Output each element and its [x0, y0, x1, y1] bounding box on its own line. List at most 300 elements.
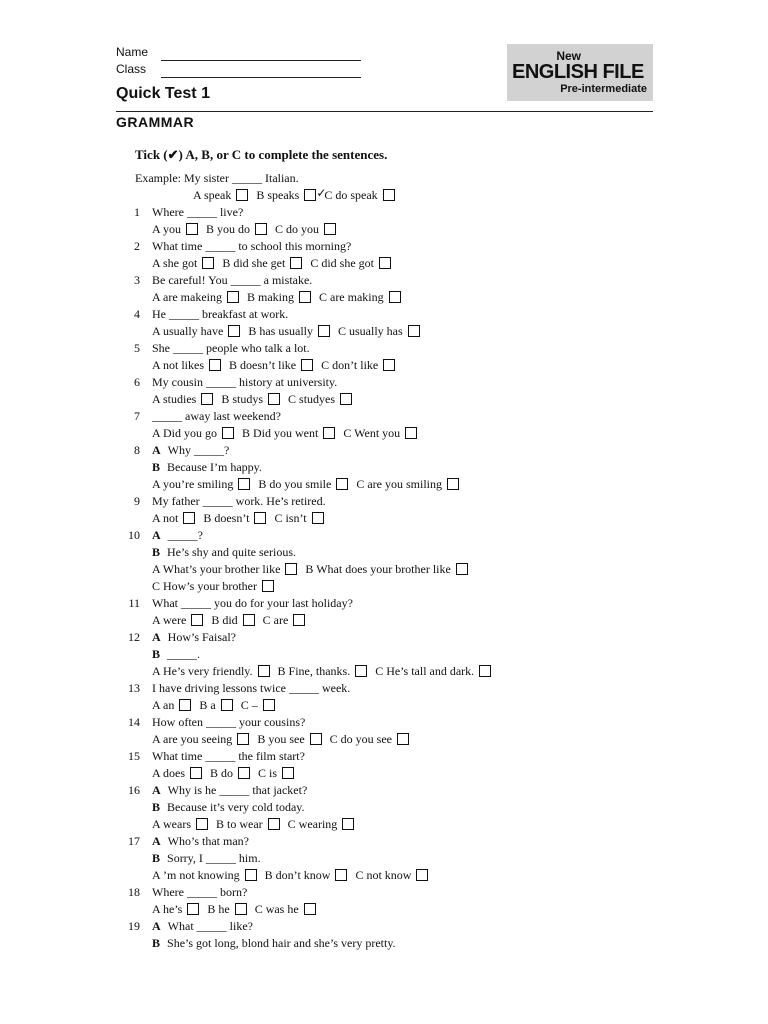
options-row [0, 425, 768, 442]
answer-option[interactable] [152, 425, 234, 442]
options-row [0, 187, 768, 204]
question-number: 12 [128, 630, 140, 644]
option-label: B Did you went [242, 426, 319, 440]
options-group [152, 221, 344, 238]
question-number: 9 [134, 494, 140, 508]
answer-option[interactable] [152, 510, 195, 527]
answer-option[interactable] [356, 476, 459, 493]
question-number: 13 [128, 681, 140, 695]
option-label: B making [246, 290, 294, 304]
question-text [152, 799, 305, 816]
question-text [152, 544, 296, 561]
question-sentence: _____ away last weekend? [152, 409, 281, 423]
options-group [193, 187, 403, 204]
options-group [152, 663, 499, 680]
options-row [0, 765, 768, 782]
answer-checkbox[interactable] [227, 291, 239, 303]
question-text [152, 748, 305, 765]
option-label: C are making [318, 290, 384, 304]
answer-option[interactable] [152, 476, 250, 493]
question-number: 17 [128, 834, 140, 848]
answer-checkbox[interactable] [336, 478, 348, 490]
instruction-text: Tick (✔) A, B, or C to complete the sentences. [135, 147, 388, 162]
answer-checkbox[interactable] [268, 818, 280, 830]
answer-option[interactable] [258, 765, 294, 782]
answer-checkbox[interactable] [324, 223, 336, 235]
answer-option[interactable] [211, 612, 254, 629]
example-stem-row [0, 170, 768, 187]
answer-checkbox[interactable] [209, 359, 221, 371]
question-sentence: _____? [167, 528, 203, 542]
answer-option[interactable] [338, 323, 420, 340]
options-group [152, 323, 428, 340]
question-line [0, 646, 768, 663]
option-label: A What’s your brother like [152, 562, 281, 576]
answer-option[interactable] [152, 697, 191, 714]
options-group [152, 578, 282, 595]
options-group [152, 255, 399, 272]
question-sentence: Why is he _____ that jacket? [167, 783, 308, 797]
question-sentence: What _____ you do for your last holiday? [152, 596, 353, 610]
answer-checkbox[interactable] [243, 614, 255, 626]
answer-option[interactable] [288, 816, 355, 833]
answer-checkbox[interactable] [304, 186, 327, 201]
question-text [152, 272, 312, 289]
option-label: C studyes [288, 392, 336, 406]
option-label: C are [262, 613, 289, 627]
class-label: Class [116, 62, 147, 76]
option-label: B doesn’t like [229, 358, 297, 372]
question-text [152, 306, 288, 323]
question-text [152, 374, 337, 391]
option-label: B has usually [248, 324, 313, 338]
question-text [152, 714, 305, 731]
question-text [152, 884, 247, 901]
question-sentence: He _____ breakfast at work. [152, 307, 289, 321]
answer-option[interactable] [257, 731, 321, 748]
question-sentence: My father _____ work. He’s retired. [152, 494, 326, 508]
answer-option[interactable] [216, 816, 280, 833]
options-group [152, 816, 362, 833]
speaker-label: B [152, 545, 161, 559]
answer-checkbox[interactable] [293, 614, 305, 626]
option-label: A were [152, 613, 187, 627]
question-sentence: Because it’s very cold today. [167, 800, 305, 814]
question-number: 3 [134, 273, 140, 287]
answer-option[interactable] [275, 221, 336, 238]
option-label: C do you [275, 222, 320, 236]
options-group [152, 867, 436, 884]
answer-option[interactable] [255, 901, 316, 918]
answer-option[interactable] [207, 901, 246, 918]
answer-option[interactable] [206, 221, 267, 238]
question-number: 4 [134, 307, 140, 321]
answer-option[interactable] [152, 289, 239, 306]
question-line [0, 935, 768, 952]
answer-checkbox[interactable] [383, 359, 395, 371]
answer-checkbox[interactable] [335, 869, 347, 881]
question-text [152, 493, 326, 510]
class-field[interactable] [116, 61, 361, 78]
answer-option[interactable] [199, 697, 232, 714]
option-label: A He’s very friendly. [152, 664, 253, 678]
option-label: A speak [193, 188, 232, 202]
question-line [0, 850, 768, 867]
answer-option[interactable] [152, 901, 199, 918]
question-line [0, 527, 768, 544]
answer-option[interactable] [263, 612, 306, 629]
question-text [152, 629, 236, 646]
question-line [0, 408, 768, 425]
answer-checkbox[interactable] [342, 818, 354, 830]
answer-option[interactable] [152, 867, 257, 884]
question-line [0, 833, 768, 850]
option-label: C He’s tall and dark. [375, 664, 475, 678]
answer-checkbox[interactable] [408, 325, 420, 337]
options-group [152, 731, 417, 748]
options-row [0, 901, 768, 918]
question-line [0, 459, 768, 476]
question-number: 1 [134, 205, 140, 219]
answer-option[interactable] [256, 186, 327, 204]
answer-checkbox[interactable] [254, 512, 266, 524]
name-blank-line[interactable] [161, 49, 361, 61]
answer-checkbox[interactable] [238, 478, 250, 490]
tick-icon: ✓ [316, 186, 327, 200]
option-label: A studies [152, 392, 197, 406]
answer-checkbox[interactable] [179, 699, 191, 711]
logo-level: Pre-intermediate [560, 83, 647, 95]
options-group [152, 901, 324, 918]
option-label: C not know [355, 868, 412, 882]
question-text [152, 680, 350, 697]
option-label: A usually have [152, 324, 224, 338]
speaker-label: A [152, 783, 161, 797]
answer-checkbox[interactable] [299, 291, 311, 303]
answer-option[interactable] [193, 187, 248, 204]
answer-checkbox[interactable] [323, 427, 335, 439]
answer-option[interactable] [152, 578, 274, 595]
answer-checkbox[interactable] [447, 478, 459, 490]
speaker-label: A [152, 834, 161, 848]
answer-checkbox[interactable] [191, 614, 203, 626]
answer-checkbox[interactable] [221, 699, 233, 711]
option-label: B do [210, 766, 234, 780]
option-label: A are makeing [152, 290, 222, 304]
answer-option[interactable] [152, 765, 202, 782]
answer-option[interactable] [152, 357, 221, 374]
options-row [0, 357, 768, 374]
option-label: C do speak [324, 188, 378, 202]
answer-checkbox[interactable] [222, 427, 234, 439]
answer-option[interactable] [152, 731, 249, 748]
question-number: 16 [128, 783, 140, 797]
options-row [0, 289, 768, 306]
answer-option[interactable] [152, 561, 297, 578]
option-label: A you [152, 222, 182, 236]
answer-option[interactable] [210, 765, 250, 782]
question-text [152, 340, 310, 357]
question-text [152, 646, 200, 663]
example-stem: Example: My sister _____ Italian. [135, 171, 299, 185]
options-row [0, 867, 768, 884]
answer-checkbox[interactable] [355, 665, 367, 677]
answer-option[interactable] [247, 289, 311, 306]
question-number: 15 [128, 749, 140, 763]
option-label: A he’s [152, 902, 183, 916]
question-sentence: My cousin _____ history at university. [152, 375, 338, 389]
options-row [0, 221, 768, 238]
answer-option[interactable] [152, 663, 270, 680]
option-label: C wearing [287, 817, 338, 831]
option-label: A she got [152, 256, 198, 270]
speaker-label: B [152, 851, 161, 865]
answer-checkbox[interactable] [318, 325, 330, 337]
answer-checkbox[interactable] [268, 393, 280, 405]
option-label: A you’re smiling [152, 477, 234, 491]
answer-checkbox[interactable] [237, 733, 249, 745]
question-sentence: She _____ people who talk a lot. [152, 341, 310, 355]
logo-english-file: ENGLISH FILE [512, 61, 644, 83]
question-text [152, 459, 262, 476]
option-label: B speaks [256, 188, 300, 202]
question-number: 2 [134, 239, 140, 253]
options-row [0, 561, 768, 578]
option-label: C – [240, 698, 258, 712]
question-line [0, 238, 768, 255]
option-label: C Went you [343, 426, 401, 440]
answer-option[interactable] [229, 357, 313, 374]
option-label: C How’s your brother [152, 579, 257, 593]
answer-checkbox[interactable] [304, 903, 316, 915]
answer-checkbox[interactable] [238, 767, 250, 779]
answer-option[interactable] [321, 357, 395, 374]
answer-checkbox[interactable] [340, 393, 352, 405]
answer-option[interactable] [324, 187, 394, 204]
question-number: 8 [134, 443, 140, 457]
answer-option[interactable] [375, 663, 491, 680]
answer-option[interactable] [241, 697, 275, 714]
answer-checkbox[interactable] [301, 359, 313, 371]
question-sentence: How’s Faisal? [167, 630, 236, 644]
answer-checkbox[interactable] [282, 767, 294, 779]
answer-checkbox[interactable] [196, 818, 208, 830]
answer-checkbox[interactable] [235, 903, 247, 915]
answer-option[interactable] [248, 323, 330, 340]
question-number: 6 [134, 375, 140, 389]
question-sentence: Sorry, I _____ him. [167, 851, 261, 865]
question-sentence: What time _____ the film start? [152, 749, 305, 763]
option-label: B a [199, 698, 216, 712]
question-line [0, 340, 768, 357]
answer-checkbox[interactable] [263, 699, 275, 711]
answer-option[interactable] [242, 425, 335, 442]
options-group [152, 289, 409, 306]
answer-checkbox[interactable] [202, 257, 214, 269]
answer-checkbox[interactable] [312, 512, 324, 524]
answer-checkbox[interactable] [183, 512, 195, 524]
question-sentence: What _____ like? [167, 919, 253, 933]
options-group [152, 765, 302, 782]
options-row [0, 476, 768, 493]
options-group [152, 612, 313, 629]
answer-option[interactable] [265, 867, 348, 884]
question-line [0, 918, 768, 935]
question-number: 11 [128, 596, 140, 610]
answer-checkbox[interactable] [255, 223, 267, 235]
speaker-label: B [152, 936, 161, 950]
options-row [0, 731, 768, 748]
answer-checkbox[interactable] [187, 903, 199, 915]
answer-checkbox[interactable] [405, 427, 417, 439]
name-label: Name [116, 45, 149, 59]
question-line [0, 374, 768, 391]
answer-option[interactable] [305, 561, 467, 578]
question-number: 14 [128, 715, 140, 729]
option-label: C do you see [329, 732, 392, 746]
header-divider [116, 111, 653, 112]
options-row [0, 697, 768, 714]
answer-checkbox[interactable] [258, 665, 270, 677]
answer-checkbox[interactable] [397, 733, 409, 745]
option-label: B did she get [222, 256, 286, 270]
option-label: C was he [254, 902, 299, 916]
options-group [152, 697, 283, 714]
answer-checkbox[interactable] [389, 291, 401, 303]
answer-option[interactable] [288, 391, 352, 408]
question-sentence: Who’s that man? [167, 834, 249, 848]
options-row [0, 578, 768, 595]
answer-checkbox[interactable] [310, 733, 322, 745]
option-label: C usually has [338, 324, 403, 338]
question-line [0, 493, 768, 510]
question-sentence: I have driving lessons twice _____ week. [152, 681, 351, 695]
answer-checkbox[interactable] [416, 869, 428, 881]
answer-checkbox[interactable] [262, 580, 274, 592]
option-label: B Fine, thanks. [277, 664, 351, 678]
option-label: A not [152, 511, 179, 525]
option-label: A Did you go [152, 426, 218, 440]
answer-checkbox[interactable] [236, 189, 248, 201]
answer-option[interactable] [221, 391, 280, 408]
answer-option[interactable] [152, 255, 214, 272]
question-number: 18 [128, 885, 140, 899]
option-label: C did she got [310, 256, 375, 270]
option-label: B you see [257, 732, 305, 746]
answer-checkbox[interactable] [228, 325, 240, 337]
answer-option[interactable] [152, 816, 208, 833]
answer-option[interactable] [222, 255, 302, 272]
name-field[interactable] [116, 44, 361, 61]
logo-new: New [556, 49, 581, 63]
question-sentence: Why _____? [167, 443, 230, 457]
question-line [0, 799, 768, 816]
options-row [0, 510, 768, 527]
speaker-label: B [152, 800, 161, 814]
option-label: B did [211, 613, 238, 627]
answer-option[interactable] [152, 391, 213, 408]
answer-checkbox[interactable] [201, 393, 213, 405]
question-line [0, 544, 768, 561]
option-label: C isn’t [274, 511, 307, 525]
answer-option[interactable] [330, 731, 409, 748]
answer-option[interactable] [152, 221, 198, 238]
section-title: GRAMMAR [116, 114, 195, 130]
question-line [0, 629, 768, 646]
answer-checkbox[interactable] [190, 767, 202, 779]
option-label: B do you smile [258, 477, 332, 491]
question-sentence: Be careful! You _____ a mistake. [152, 273, 313, 287]
question-text [152, 442, 229, 459]
question-line [0, 884, 768, 901]
question-text [152, 204, 243, 221]
answer-checkbox[interactable] [290, 257, 302, 269]
answer-option[interactable] [152, 323, 240, 340]
answer-option[interactable] [343, 425, 417, 442]
options-row [0, 816, 768, 833]
question-sentence: She’s got long, blond hair and she’s very pretty. [167, 936, 396, 950]
question-sentence: How often _____ your cousins? [152, 715, 306, 729]
answer-option[interactable] [152, 612, 203, 629]
question-line [0, 782, 768, 799]
question-number: 10 [128, 528, 140, 542]
answer-option[interactable] [355, 867, 428, 884]
answer-option[interactable] [310, 255, 391, 272]
question-number: 7 [134, 409, 140, 423]
student-info-fields [116, 44, 361, 78]
option-label: B to wear [216, 817, 263, 831]
question-list [0, 170, 768, 952]
options-group [152, 425, 425, 442]
option-label: C are you smiling [356, 477, 443, 491]
option-label: A are you seeing [152, 732, 233, 746]
option-label: A an [152, 698, 175, 712]
options-group [152, 391, 360, 408]
question-text [152, 782, 307, 799]
option-label: B you do [206, 222, 251, 236]
option-label: B doesn’t [203, 511, 250, 525]
question-line [0, 204, 768, 221]
option-label: A ’m not knowing [152, 868, 240, 882]
options-row [0, 323, 768, 340]
option-label: B What does your brother like [305, 562, 451, 576]
answer-checkbox[interactable] [285, 563, 297, 575]
answer-checkbox[interactable] [383, 189, 395, 201]
question-number: 19 [128, 919, 140, 933]
speaker-label: A [152, 528, 161, 542]
options-group [152, 476, 467, 493]
answer-option[interactable] [278, 663, 368, 680]
question-text [152, 833, 249, 850]
answer-checkbox[interactable] [456, 563, 468, 575]
question-text [152, 408, 281, 425]
answer-checkbox[interactable] [479, 665, 491, 677]
answer-option[interactable] [258, 476, 348, 493]
question-text [152, 238, 351, 255]
answer-checkbox[interactable] [245, 869, 257, 881]
answer-option[interactable] [203, 510, 266, 527]
options-row [0, 663, 768, 680]
option-label: C is [258, 766, 278, 780]
answer-option[interactable] [274, 510, 323, 527]
answer-checkbox[interactable] [379, 257, 391, 269]
class-blank-line[interactable] [161, 66, 361, 78]
option-label: B studys [221, 392, 264, 406]
answer-option[interactable] [319, 289, 401, 306]
option-label: B don’t know [264, 868, 331, 882]
answer-checkbox[interactable] [186, 223, 198, 235]
speaker-label: A [152, 630, 161, 644]
